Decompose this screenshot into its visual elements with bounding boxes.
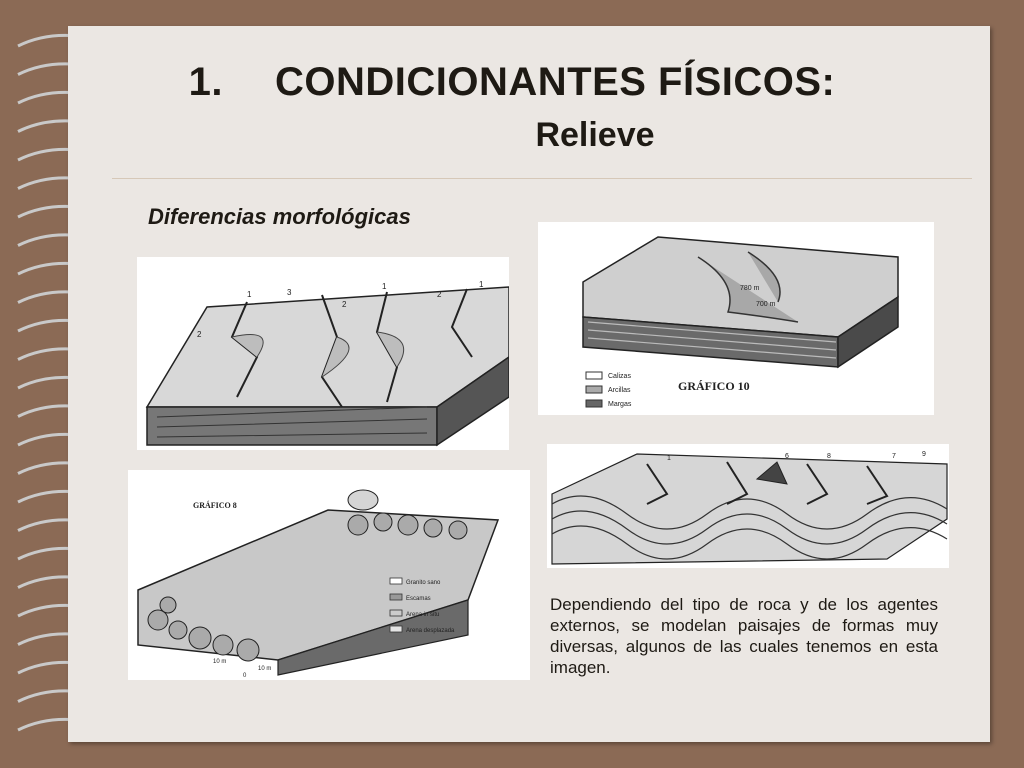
scale-label-1: 10 m [213, 659, 227, 665]
grafico-8-label: GRÁFICO 8 [193, 501, 237, 510]
title-text: CONDICIONANTES FÍSICOS: [274, 60, 836, 104]
legend-escamas: Escamas [406, 596, 431, 602]
legend-arena-desplazada: Arena desplazada [406, 628, 455, 634]
svg-text:1: 1 [479, 280, 484, 289]
svg-text:3: 3 [287, 288, 292, 297]
grafico-10-diagram [538, 222, 934, 415]
folded-strata-diagram [547, 444, 949, 568]
svg-text:2: 2 [197, 330, 202, 339]
legend-swatch-escamas [390, 594, 402, 600]
svg-text:1: 1 [382, 282, 387, 291]
svg-text:9: 9 [922, 451, 926, 458]
svg-text:1: 1 [667, 455, 671, 462]
svg-text:6: 6 [785, 453, 789, 460]
legend-granito-sano: Granito sano [406, 580, 441, 586]
legend-swatch-calizas [586, 372, 602, 379]
svg-text:2: 2 [342, 300, 347, 309]
elevation-780: 780 m [740, 285, 760, 292]
legend-arcillas: Arcillas [608, 387, 631, 394]
grafico-8-diagram [128, 470, 530, 680]
scale-label-0: 0 [243, 673, 247, 679]
grafico-10-label: GRÁFICO 10 [678, 379, 750, 393]
legend-swatch-margas [586, 400, 602, 407]
section-heading: Diferencias morfológicas [148, 204, 411, 229]
legend-swatch-arena-desplazada [390, 626, 402, 632]
scale-label-2: 10 m [258, 666, 272, 672]
svg-text:2: 2 [437, 290, 442, 299]
legend-swatch-arcillas [586, 386, 602, 393]
svg-text:7: 7 [892, 453, 896, 460]
caption-text: Dependiendo del tipo de roca y de los agentes externos, se modelan paisajes de formas muy diversas, algunos de las cuales tenemos en esta imagen. [550, 595, 938, 677]
slide-subtitle: Relieve [535, 116, 655, 154]
legend-swatch-arena-in-situ [390, 610, 402, 616]
svg-text:8: 8 [827, 453, 831, 460]
legend-arena-in-situ: Arena in situ [406, 612, 440, 618]
title-number: 1. [188, 60, 223, 104]
legend-calizas: Calizas [608, 373, 631, 380]
elevation-700: 700 m [756, 301, 776, 308]
legend-margas: Margas [608, 401, 632, 408]
slide-title [0, 60, 1024, 105]
divider-line [112, 178, 972, 179]
plateau-block-diagram [137, 257, 509, 450]
svg-text:1: 1 [247, 290, 252, 299]
legend-swatch-granito [390, 578, 402, 584]
